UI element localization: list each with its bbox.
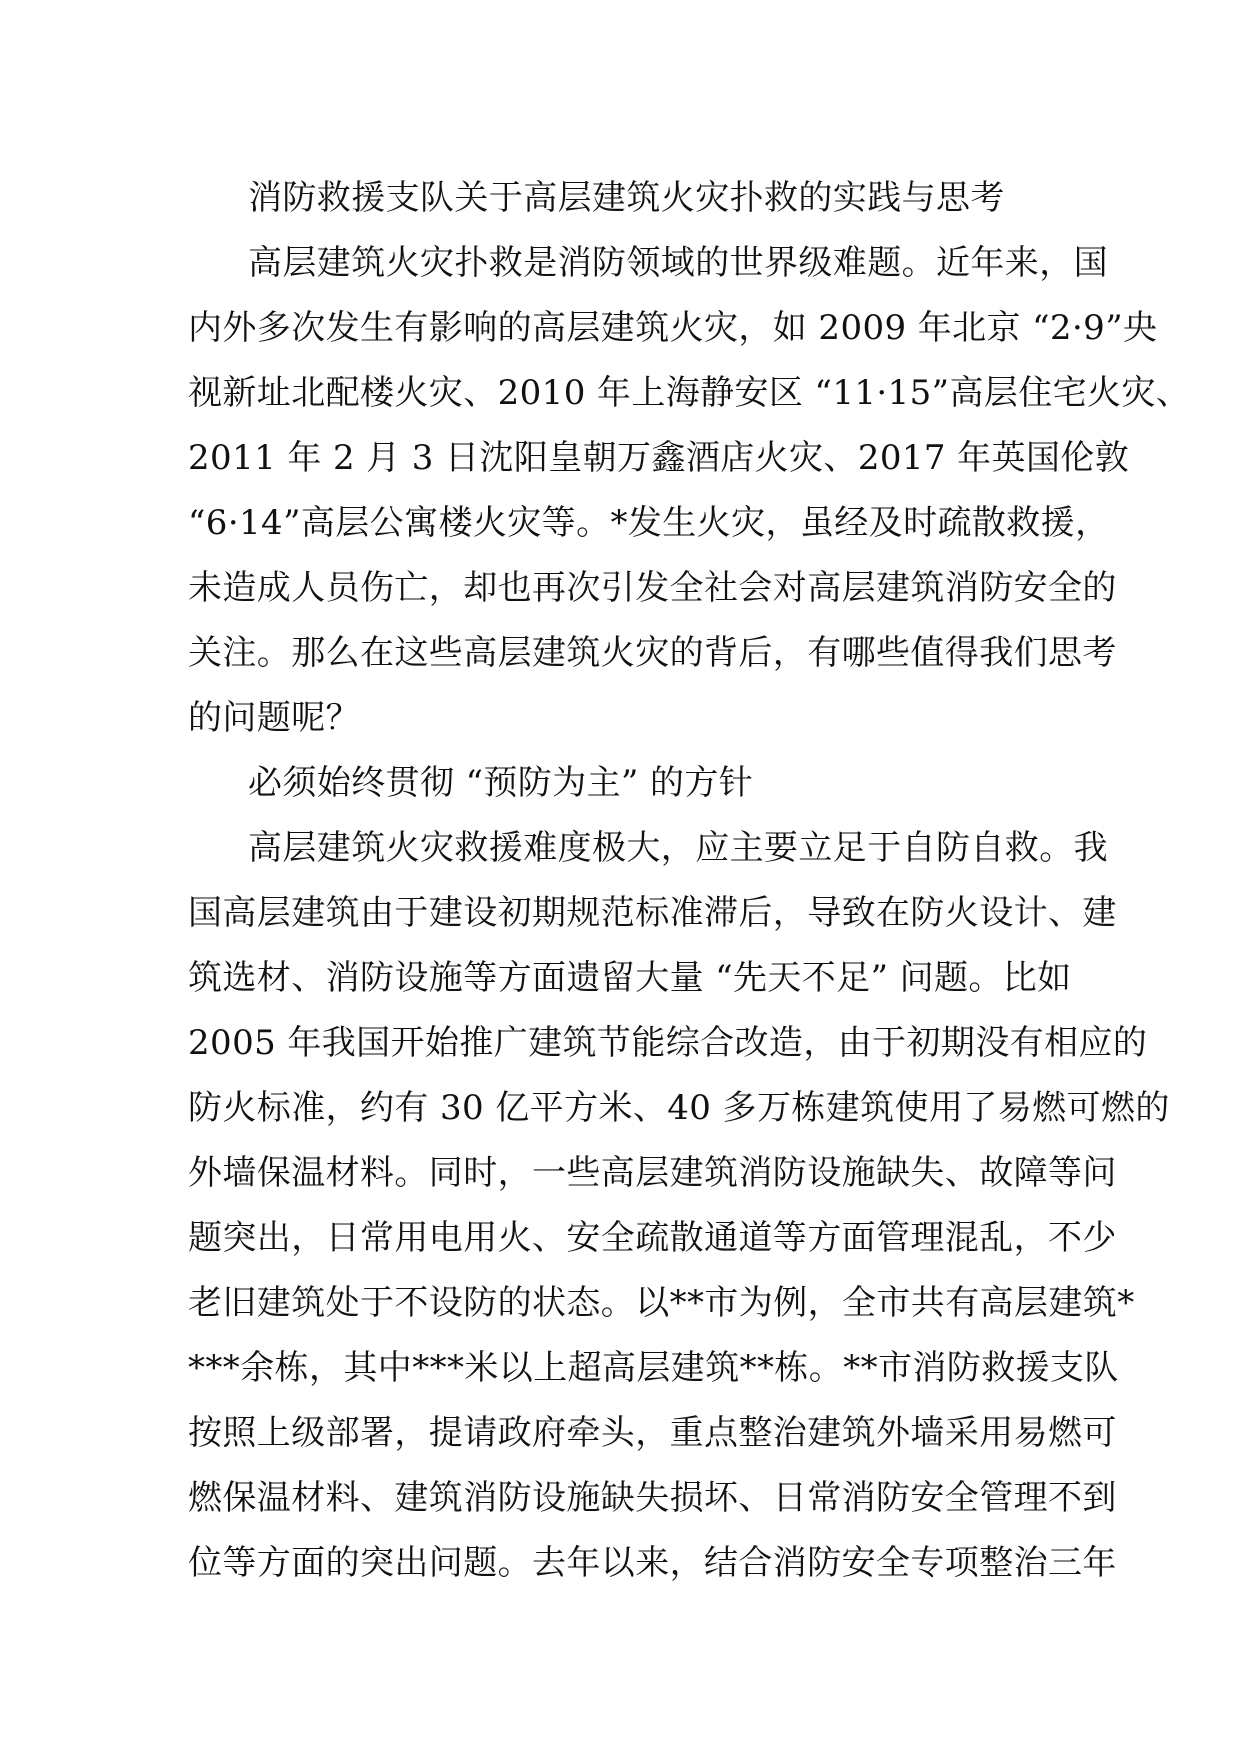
paragraph-1-line-6: 未造成人员伤亡，却也再次引发全社会对高层建筑消防安全的 bbox=[188, 568, 1117, 608]
paragraph-2-line-4: 2005 年我国开始推广建筑节能综合改造，由于初期没有相应的 bbox=[188, 1023, 1148, 1063]
document-title: 消防救援支队关于高层建筑火灾扑救的实践与思考 bbox=[248, 178, 1005, 218]
paragraph-1-line-4: 2011 年 2 月 3 日沈阳皇朝万鑫酒店火灾、2017 年英国伦敦 bbox=[188, 438, 1130, 478]
paragraph-1-line-2: 内外多次发生有影响的高层建筑火灾，如 2009 年北京 “2·9”央 bbox=[188, 308, 1158, 348]
paragraph-2-line-3: 筑选材、消防设施等方面遗留大量 “先天不足” 问题。比如 bbox=[188, 958, 1072, 998]
paragraph-2-line-10: 按照上级部署，提请政府牵头，重点整治建筑外墙采用易燃可 bbox=[188, 1413, 1117, 1453]
paragraph-2-line-6: 外墙保温材料。同时，一些高层建筑消防设施缺失、故障等问 bbox=[188, 1153, 1117, 1193]
paragraph-1-line-8: 的问题呢？ bbox=[188, 698, 360, 738]
section-heading: 必须始终贯彻 “预防为主” 的方针 bbox=[248, 763, 754, 803]
paragraph-1-line-3: 视新址北配楼火灾、2010 年上海静安区 “11·15”高层住宅火灾、 bbox=[188, 373, 1191, 413]
paragraph-2-line-9: ***余栋，其中***米以上超高层建筑**栋。**市消防救援支队 bbox=[188, 1348, 1119, 1388]
paragraph-1-line-5: “6·14”高层公寓楼火灾等。*发生火灾，虽经及时疏散救援， bbox=[188, 503, 1110, 543]
paragraph-2-line-12: 位等方面的突出问题。去年以来，结合消防安全专项整治三年 bbox=[188, 1543, 1117, 1583]
paragraph-2-line-8: 老旧建筑处于不设防的状态。以**市为例，全市共有高层建筑* bbox=[188, 1283, 1135, 1323]
document-body bbox=[188, 166, 1191, 1596]
paragraph-1-line-1: 高层建筑火灾扑救是消防领域的世界级难题。近年来，国 bbox=[248, 243, 1108, 283]
paragraph-2-line-7: 题突出，日常用电用火、安全疏散通道等方面管理混乱，不少 bbox=[188, 1218, 1117, 1258]
paragraph-2-line-1: 高层建筑火灾救援难度极大，应主要立足于自防自救。我 bbox=[248, 828, 1108, 868]
paragraph-2-line-11: 燃保温材料、建筑消防设施缺失损坏、日常消防安全管理不到 bbox=[188, 1478, 1117, 1518]
paragraph-2-line-2: 国高层建筑由于建设初期规范标准滞后，导致在防火设计、建 bbox=[188, 893, 1117, 933]
paragraph-1-line-7: 关注。那么在这些高层建筑火灾的背后，有哪些值得我们思考 bbox=[188, 633, 1117, 673]
paragraph-2-line-5: 防火标准，约有 30 亿平方米、40 多万栋建筑使用了易燃可燃的 bbox=[188, 1088, 1170, 1128]
